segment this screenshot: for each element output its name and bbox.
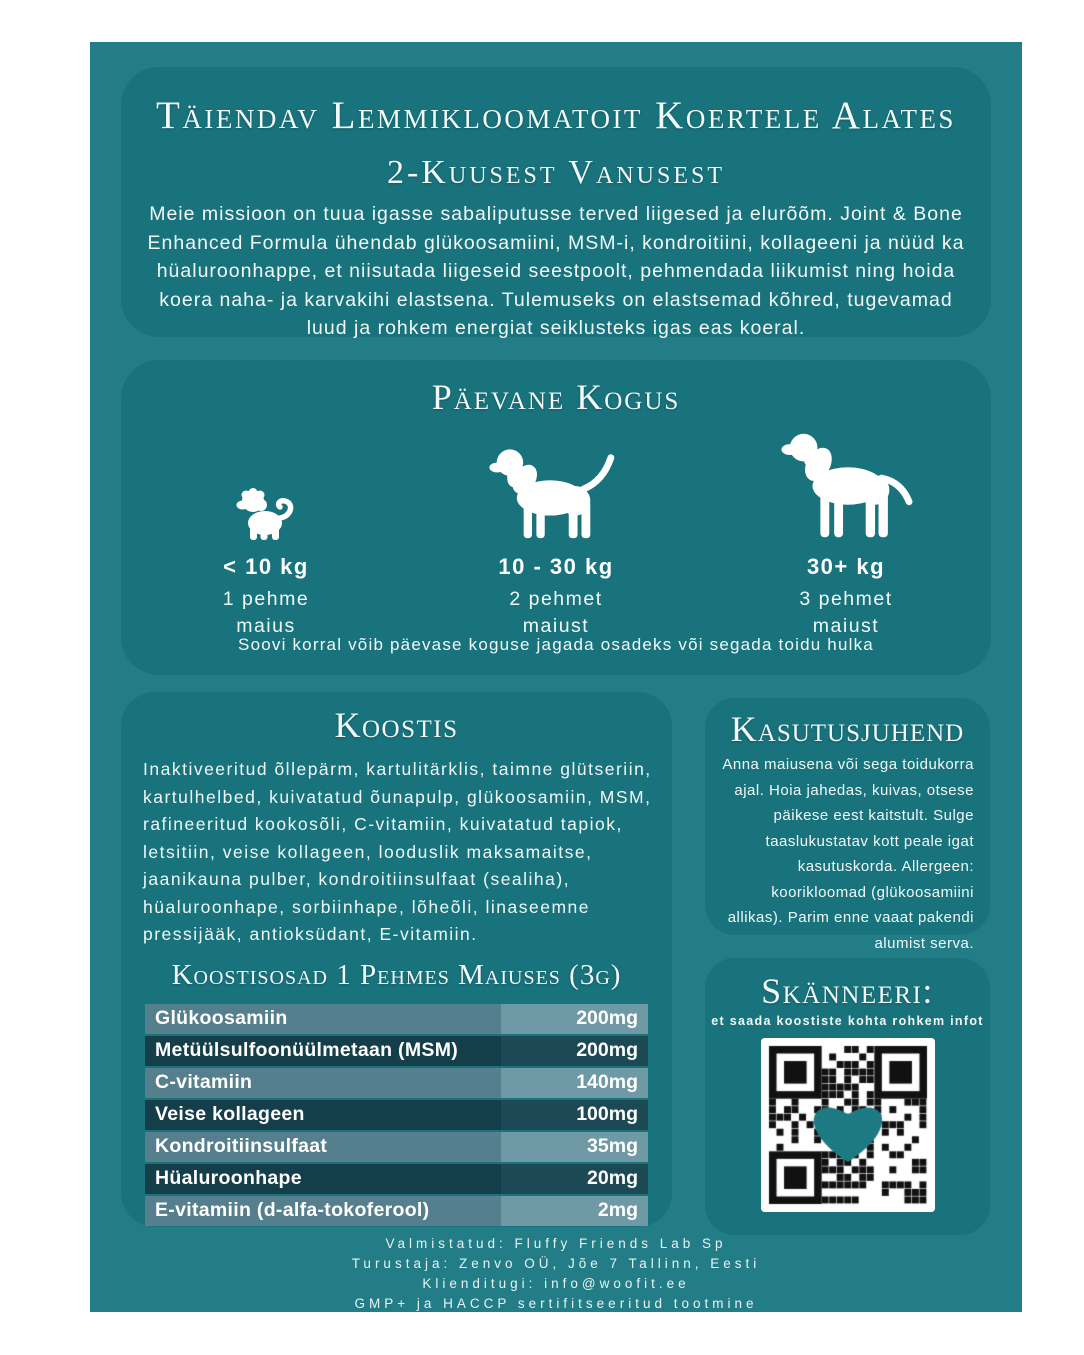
scan-section bbox=[705, 958, 990, 1235]
ingredient-row bbox=[145, 1004, 648, 1034]
ingredient-name: C-vitamiin bbox=[145, 1068, 501, 1098]
ingredient-amount: 35mg bbox=[501, 1132, 648, 1162]
amount-small-line1: 1 pehme bbox=[222, 588, 310, 610]
footer bbox=[90, 1234, 1022, 1314]
product-title: Täiendav Lemmikloomatoit Koertele Alates bbox=[156, 94, 956, 137]
qr-code-heart-icon bbox=[761, 1038, 935, 1212]
header-section bbox=[121, 67, 991, 337]
amount-small-line2: maius bbox=[236, 615, 296, 637]
scan-heading: Skänneeri: bbox=[761, 971, 934, 1011]
ingredient-row bbox=[145, 1132, 648, 1162]
ingredient-name: Kondroitiinsulfaat bbox=[145, 1132, 501, 1162]
usage-text: Anna maiusena või sega toidukorra ajal. Hoia jahedas, kuivas, otsese päikese eest kaitstult. Sulge taaslukustatav kott peale igat kasutuskorda. Allergeen: koorikloomad (glükoosamiini allikas). Parim enne vaaat pakendi alumist serva. bbox=[722, 756, 974, 952]
footer-support: Klienditugi: info@woofit.ee bbox=[422, 1276, 690, 1291]
amount-medium-line1: 2 pehmet bbox=[509, 588, 603, 610]
ingredient-amount: 200mg bbox=[501, 1036, 648, 1066]
dog-size-columns bbox=[121, 424, 991, 640]
weight-label-medium: 10 - 30 kg bbox=[498, 554, 614, 579]
ingredient-name: Glükoosamiin bbox=[145, 1004, 501, 1034]
ingredient-row bbox=[145, 1068, 648, 1098]
ingredients-section bbox=[121, 692, 672, 1227]
scan-subheading: et saada koostiste kohta rohkem infot bbox=[711, 1014, 984, 1028]
daily-amount-section bbox=[121, 360, 991, 675]
daily-amount-heading: Päevane Kogus bbox=[431, 377, 681, 417]
ingredient-row bbox=[145, 1164, 648, 1194]
daily-note: Soovi korral võib päevase koguse jagada osadeks või segada toidu hulka bbox=[238, 635, 874, 654]
weight-label-small: < 10 kg bbox=[223, 554, 309, 579]
ingredient-amount: 2mg bbox=[501, 1196, 648, 1226]
footer-manufacturer: Valmistatud: Fluffy Friends Lab Sp bbox=[385, 1236, 727, 1251]
ingredients-heading: Koostis bbox=[334, 705, 459, 745]
large-dog-column bbox=[701, 424, 991, 640]
amount-medium-line2: maiust bbox=[522, 615, 590, 637]
ingredient-name: Hüaluroonhape bbox=[145, 1164, 501, 1194]
ingredient-amount: 140mg bbox=[501, 1068, 648, 1098]
ingredients-text: Inaktiveeritud õllepärm, kartulitärklis, taimne glütseriin, kartulhelbed, kuivatatud õunapulp, glükoosamiin, MSM, rafineeritud kookosõli, C-vitamiin, kuivatatud tapiok, letsitiin, veise kollageen, looduslik maksamaitse, jaanikauna pulber, kondroitiinsulfaat (sealiha), hüaluroonhape, sorbiinhape, lõheõli, linaseemne pressijääk, antioksüdant, E-vitamiin. bbox=[143, 759, 652, 944]
usage-section bbox=[705, 698, 990, 952]
ingredient-name: Metüülsulfoonüülmetaan (MSM) bbox=[145, 1036, 501, 1066]
ingredient-amount: 20mg bbox=[501, 1164, 648, 1194]
ingredient-row bbox=[145, 1196, 648, 1226]
composition-table-heading: Koostisosad 1 Pehmes Maiuses (3g) bbox=[171, 958, 622, 991]
ingredient-row bbox=[145, 1036, 648, 1066]
product-subtitle: 2-Kuusest Vanusest bbox=[386, 154, 725, 191]
large-dog-icon bbox=[779, 424, 913, 542]
footer-certification: GMP+ ja HACCP sertifitseeritud tootmine bbox=[354, 1296, 758, 1311]
medium-dog-column bbox=[411, 424, 701, 640]
weight-label-large: 30+ kg bbox=[806, 554, 886, 579]
ingredient-row bbox=[145, 1100, 648, 1130]
medium-dog-icon bbox=[487, 424, 625, 542]
amount-large-line1: 3 pehmet bbox=[799, 588, 893, 610]
small-dog-column bbox=[121, 424, 411, 640]
ingredient-amount: 100mg bbox=[501, 1100, 648, 1130]
qr-code-wrap bbox=[705, 1038, 990, 1212]
amount-large bbox=[799, 586, 892, 640]
ingredient-name: Veise kollageen bbox=[145, 1100, 501, 1130]
amount-small bbox=[223, 586, 309, 640]
label-page bbox=[90, 42, 1022, 1312]
amount-large-line2: maiust bbox=[812, 615, 880, 637]
ingredient-name: E-vitamiin (d-alfa-tokoferool) bbox=[145, 1196, 501, 1226]
intro-text: Meie missioon on tuua igasse sabaliputusse terved liigesed ja elurõõm. Joint & Bone Enhanced Formula ühendab glükoosamiini, MSM-i, kondroitiini, kollageeni ja nüüd ka hüaluroonhappe, et niisutada liigeseid seestpoolt, pehmendada liikumist ning hoida koera naha- ja karvakihi elastsena. Tulemuseks on elastsemad kõhred, tugevamad luud ja rohkem energiat seiklusteks igas eas koeral. bbox=[147, 203, 965, 339]
ingredient-amount: 200mg bbox=[501, 1004, 648, 1034]
footer-distributor: Turustaja: Zenvo OÜ, Jõe 7 Tallinn, Eesti bbox=[351, 1256, 761, 1271]
amount-medium bbox=[509, 586, 602, 640]
usage-heading: Kasutusjuhend bbox=[730, 709, 965, 749]
small-dog-icon bbox=[234, 424, 298, 542]
ingredients-table bbox=[145, 1004, 648, 1226]
